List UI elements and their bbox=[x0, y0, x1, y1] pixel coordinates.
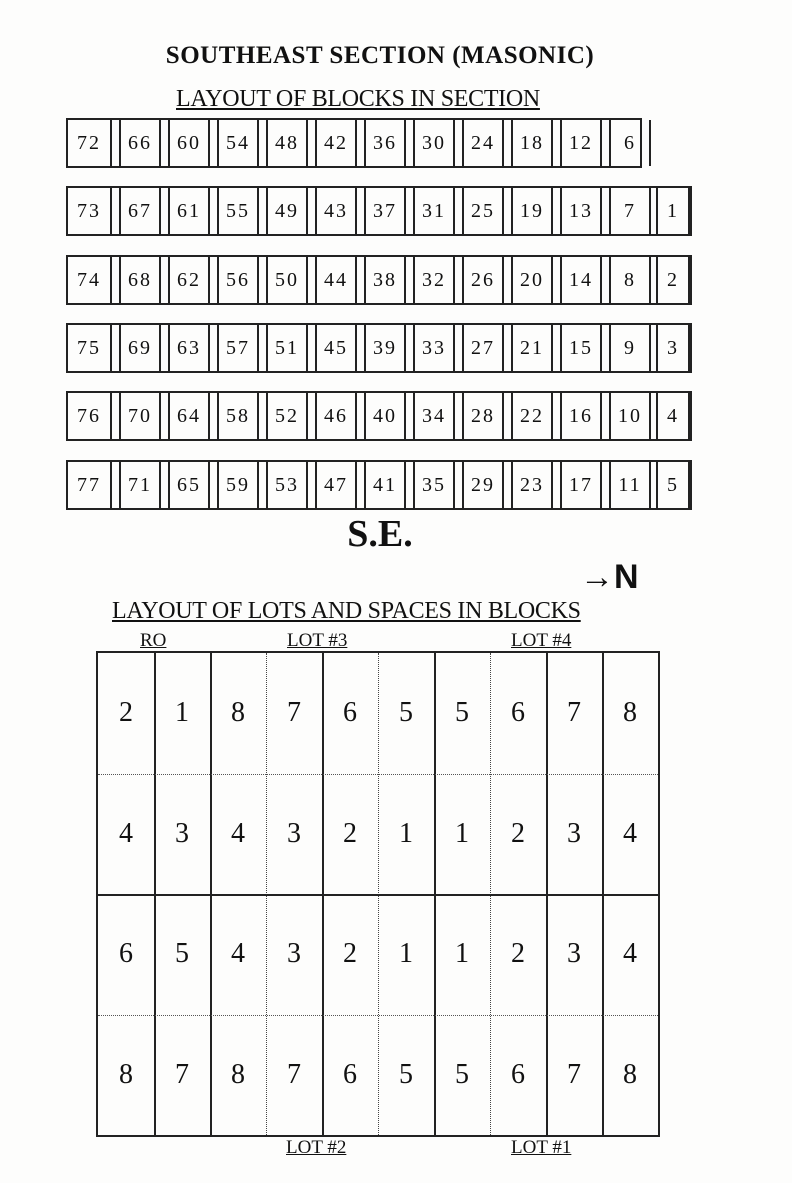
space-number: 1 bbox=[455, 938, 469, 970]
block-cell: 17 bbox=[560, 462, 602, 508]
block-row bbox=[66, 186, 692, 236]
space-number: 8 bbox=[119, 1058, 133, 1090]
block-cell: 62 bbox=[168, 257, 210, 303]
lot-2-label: LOT #2 bbox=[286, 1137, 347, 1158]
lot-1-label: LOT #1 bbox=[511, 1137, 572, 1158]
space-number: 6 bbox=[511, 697, 525, 729]
block-cell: 60 bbox=[168, 120, 210, 166]
block-cell: 6 bbox=[609, 120, 651, 166]
block-cell: 54 bbox=[217, 120, 259, 166]
space-number: 4 bbox=[119, 817, 133, 849]
block-cell: 25 bbox=[462, 188, 504, 234]
space-number: 7 bbox=[175, 1058, 189, 1090]
block-cell: 77 bbox=[68, 462, 112, 508]
block-cell: 31 bbox=[413, 188, 455, 234]
block-cell: 49 bbox=[266, 188, 308, 234]
block-cell: 2 bbox=[656, 257, 690, 303]
space-number: 2 bbox=[511, 817, 525, 849]
block-cell: 38 bbox=[364, 257, 406, 303]
block-cell: 76 bbox=[68, 393, 112, 439]
space-number: 6 bbox=[119, 938, 133, 970]
block-cell: 23 bbox=[511, 462, 553, 508]
block-cell: 40 bbox=[364, 393, 406, 439]
block-cell: 45 bbox=[315, 325, 357, 371]
block-cell: 18 bbox=[511, 120, 553, 166]
space-number: 5 bbox=[455, 697, 469, 729]
block-cell: 44 bbox=[315, 257, 357, 303]
space-number: 2 bbox=[119, 697, 133, 729]
block-cell: 3 bbox=[656, 325, 690, 371]
block-cell: 65 bbox=[168, 462, 210, 508]
block-cell: 19 bbox=[511, 188, 553, 234]
block-cell: 39 bbox=[364, 325, 406, 371]
block-cell: 59 bbox=[217, 462, 259, 508]
block-cell: 51 bbox=[266, 325, 308, 371]
block-cell: 68 bbox=[119, 257, 161, 303]
space-number: 1 bbox=[175, 697, 189, 729]
block-cell: 14 bbox=[560, 257, 602, 303]
block-cell: 61 bbox=[168, 188, 210, 234]
block-row bbox=[66, 391, 692, 441]
space-number: 6 bbox=[343, 1058, 357, 1090]
space-number: 2 bbox=[511, 938, 525, 970]
block-cell: 53 bbox=[266, 462, 308, 508]
space-number: 1 bbox=[399, 938, 413, 970]
block-cell: 64 bbox=[168, 393, 210, 439]
block-cell: 32 bbox=[413, 257, 455, 303]
space-number: 5 bbox=[175, 938, 189, 970]
block-cell: 41 bbox=[364, 462, 406, 508]
block-cell: 75 bbox=[68, 325, 112, 371]
block-cell: 29 bbox=[462, 462, 504, 508]
space-number: 2 bbox=[343, 938, 357, 970]
block-row bbox=[66, 323, 692, 373]
block-cell: 10 bbox=[609, 393, 651, 439]
block-cell: 33 bbox=[413, 325, 455, 371]
north-arrow-icon: →N bbox=[580, 558, 639, 596]
block-cell: 34 bbox=[413, 393, 455, 439]
block-cell: 8 bbox=[609, 257, 651, 303]
space-number: 3 bbox=[567, 817, 581, 849]
block-cell: 36 bbox=[364, 120, 406, 166]
block-row bbox=[66, 255, 692, 305]
block-cell: 46 bbox=[315, 393, 357, 439]
space-number: 3 bbox=[567, 938, 581, 970]
block-cell: 42 bbox=[315, 120, 357, 166]
lots-spaces-grid bbox=[96, 651, 660, 1137]
space-number: 3 bbox=[287, 938, 301, 970]
block-cell: 26 bbox=[462, 257, 504, 303]
block-cell: 30 bbox=[413, 120, 455, 166]
space-number: 4 bbox=[623, 938, 637, 970]
block-cell: 27 bbox=[462, 325, 504, 371]
block-cell: 47 bbox=[315, 462, 357, 508]
block-cell: 24 bbox=[462, 120, 504, 166]
block-cell: 66 bbox=[119, 120, 161, 166]
space-number: 8 bbox=[623, 697, 637, 729]
space-number: 1 bbox=[399, 817, 413, 849]
block-cell: 52 bbox=[266, 393, 308, 439]
block-cell: 72 bbox=[68, 120, 112, 166]
block-cell: 35 bbox=[413, 462, 455, 508]
space-number: 5 bbox=[399, 697, 413, 729]
block-cell: 74 bbox=[68, 257, 112, 303]
section-label: S.E. bbox=[347, 513, 413, 555]
space-number: 7 bbox=[567, 697, 581, 729]
page-title: SOUTHEAST SECTION (MASONIC) bbox=[165, 42, 595, 69]
block-cell: 13 bbox=[560, 188, 602, 234]
space-number: 5 bbox=[399, 1058, 413, 1090]
space-number: 4 bbox=[623, 817, 637, 849]
space-number: 3 bbox=[175, 817, 189, 849]
block-cell: 16 bbox=[560, 393, 602, 439]
block-cell: 57 bbox=[217, 325, 259, 371]
block-row bbox=[66, 460, 692, 510]
space-number: 8 bbox=[231, 697, 245, 729]
block-cell: 70 bbox=[119, 393, 161, 439]
lot-3-label: LOT #3 bbox=[287, 630, 348, 651]
block-cell: 48 bbox=[266, 120, 308, 166]
block-cell: 69 bbox=[119, 325, 161, 371]
space-number: 6 bbox=[511, 1058, 525, 1090]
block-cell: 73 bbox=[68, 188, 112, 234]
block-cell: 55 bbox=[217, 188, 259, 234]
block-cell: 12 bbox=[560, 120, 602, 166]
block-cell: 7 bbox=[609, 188, 651, 234]
space-number: 2 bbox=[343, 817, 357, 849]
block-cell: 15 bbox=[560, 325, 602, 371]
space-number: 4 bbox=[231, 938, 245, 970]
space-number: 8 bbox=[623, 1058, 637, 1090]
block-row bbox=[66, 118, 642, 168]
space-number: 1 bbox=[455, 817, 469, 849]
blocks-layout-heading: LAYOUT OF BLOCKS IN SECTION bbox=[176, 86, 540, 112]
block-cell: 56 bbox=[217, 257, 259, 303]
block-cell: 21 bbox=[511, 325, 553, 371]
space-number: 3 bbox=[287, 817, 301, 849]
space-number: 4 bbox=[231, 817, 245, 849]
space-number: 7 bbox=[567, 1058, 581, 1090]
lots-layout-heading: LAYOUT OF LOTS AND SPACES IN BLOCKS bbox=[112, 598, 581, 624]
block-cell: 37 bbox=[364, 188, 406, 234]
block-cell: 67 bbox=[119, 188, 161, 234]
lot-4-label: LOT #4 bbox=[511, 630, 572, 651]
block-cell: 11 bbox=[609, 462, 651, 508]
space-number: 7 bbox=[287, 697, 301, 729]
block-cell: 1 bbox=[656, 188, 690, 234]
block-cell: 63 bbox=[168, 325, 210, 371]
block-cell: 4 bbox=[656, 393, 690, 439]
block-cell: 9 bbox=[609, 325, 651, 371]
ro-label: RO bbox=[140, 630, 167, 651]
block-cell: 71 bbox=[119, 462, 161, 508]
block-cell: 58 bbox=[217, 393, 259, 439]
block-cell: 20 bbox=[511, 257, 553, 303]
space-number: 7 bbox=[287, 1058, 301, 1090]
space-number: 5 bbox=[455, 1058, 469, 1090]
block-cell: 28 bbox=[462, 393, 504, 439]
space-number: 8 bbox=[231, 1058, 245, 1090]
block-cell: 43 bbox=[315, 188, 357, 234]
space-number: 6 bbox=[343, 697, 357, 729]
block-cell: 50 bbox=[266, 257, 308, 303]
block-cell: 5 bbox=[656, 462, 690, 508]
block-cell: 22 bbox=[511, 393, 553, 439]
